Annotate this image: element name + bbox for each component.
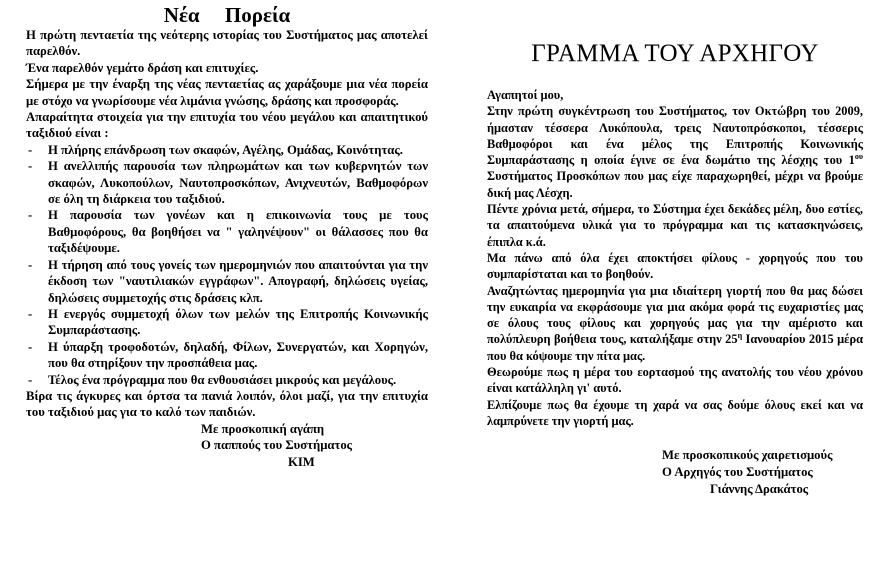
- intro-paragraph: Η πρώτη πενταετία της νεότερης ιστορίας του Συστήματος μας αποτελεί παρελθόν.: [26, 28, 428, 59]
- list-item: - Η ενεργός συμμετοχή όλων των μελών της Επιτροπής Κοινωνικής Συμπαράστασης.: [26, 306, 428, 339]
- right-signature: [487, 447, 863, 498]
- intro-paragraph: Σήμερα με την έναρξη της νέας πενταετίας ας χαράξουμε μια νέα πορεία με στόχο να γνωρίσουμε νέα λιμάνια γνώσης, δράσης και προσφοράς.: [26, 77, 428, 108]
- right-title: ΓΡΑΜΜΑ ΤΟΥ ΑΡΧΗΓΟΥ: [531, 40, 819, 67]
- letter-paragraph: Πέντε χρόνια μετά, σήμερα, το Σύστημα έχει δεκάδες μέλη, δυο εστίες, τα απαιτούμενα υλικά για το πρόγραμμα και τις κατασκηνώσεις, έπιπλα κ.ά.: [487, 202, 863, 249]
- intro-paragraph: Ένα παρελθόν γεμάτο δράση και επιτυχίες.: [26, 60, 259, 75]
- right-signature-greeting: Με προσκοπικούς χαιρετισμούς: [662, 448, 833, 463]
- superscript: η: [737, 331, 743, 341]
- paragraph-text: Ιανουαρίου 2015 μέρα που θα κόψουμε την πίτα μας.: [487, 332, 863, 363]
- superscript: ου: [854, 152, 863, 162]
- right-signature-name: Γιάννης Δρακάτος: [710, 482, 809, 497]
- left-column: [26, 0, 428, 470]
- left-signature-name: ΚΙΜ: [288, 454, 315, 469]
- list-item: - Η ύπαρξη τροφοδοτών, δηλαδή, Φίλων, Συνεργατών, και Χορηγών, που θα στηρίξουν την προσπάθεια μας.: [26, 339, 428, 372]
- list-item: - Η πλήρης επάνδρωση των σκαφών, Αγέλης, Ομάδας, Κοινότητας.: [26, 142, 428, 158]
- closing-paragraph: Βίρα τις άγκυρες και όρτσα τα πανιά λοιπόν, όλοι μαζί, για την επιτυχία του ταξιδιού μας για το καλό των παιδιών.: [26, 388, 428, 420]
- paragraph-text: Στην πρώτη συγκέντρωση του Συστήματος, τον Οκτώβρη του 2009, ήμασταν τέσσερα Λυκόπουλα, τρεις Ναυτοπρόσκοποι, τέσσερις Βαθμοφόροι και ένα μέλος της Επιτροπής Κοινωνικής Συμπαράστασης η οποία έγινε σε ένα δωμάτιο της λέσχης του 1: [487, 104, 863, 168]
- left-signature-role: Ο παππούς του Συστήματος: [201, 438, 353, 453]
- list-item: - Η ανελλιπής παρουσία των πληρωμάτων και των κυβερνητών των σκαφών, Λυκοπούλων, Ναυτοπροσκόπων, Ανιχνευτών, Βαθμοφόρων σε όλη τη διάρκεια του ταξιδιού.: [26, 158, 428, 207]
- left-title: Νέα Πορεία: [163, 3, 291, 27]
- requirements-list: [26, 142, 428, 388]
- paragraph-text: Συστήματος Προσκόπων που μας είχε παραχωρηθεί, μέχρι να βρούμε δική μας Λέσχη.: [487, 169, 863, 200]
- letter-paragraph: [487, 103, 863, 201]
- paragraph-text: Αναζητώντας ημερομηνία για μια ιδιαίτερη γιορτή που θα μας δώσει την ευκαιρία να εκφράσουμε για μια ακόμα φορά τις ευχαριστίες μας σε όλους τους φίλους και χορηγούς μας για την αμέριστο και πολύπλευρη βοήθεια τους, καταλήξαμε στην 25: [487, 283, 863, 347]
- intro-paragraph: Απαραίτητα στοιχεία για την επιτυχία του νέου μεγάλου και απαιτητικού ταξιδιού είναι :: [26, 110, 428, 141]
- letter-paragraph: Ελπίζουμε πως θα έχουμε τη χαρά να σας δούμε όλους εκεί και να λαμπρύνετε την γιορτή μας.: [487, 397, 863, 428]
- right-column: [487, 0, 863, 498]
- left-signature-greeting: Με προσκοπική αγάπη: [201, 421, 325, 436]
- letter-paragraph: Μα πάνω από όλα έχει αποκτήσει φίλους - χορηγούς που του συμπαρίσταται και το βοηθούν.: [487, 250, 863, 282]
- list-item: - Τέλος ένα πρόγραμμα που θα ενθουσιάσει μικρούς και μεγάλους.: [26, 372, 428, 388]
- letter-paragraph: [487, 283, 863, 364]
- letter-paragraph: Θεωρούμε πως η μέρα του εορτασμού της ανατολής του νέου χρόνου είναι κατάλληλη γι' αυτό.: [487, 365, 863, 396]
- letter-greeting: Αγαπητοί μου,: [487, 88, 564, 102]
- list-item: - Η τήρηση από τους γονείς των ημερομηνιών που απαιτούνται για την έκδοση των "ναυτιλιακών εγγράφων". Απογραφή, δηλώσεις υγείας, δηλώσεις συμμετοχής στις δράσεις κλπ.: [26, 257, 428, 306]
- list-item: - Η παρουσία των γονέων και η επικοινωνία τους με τους Βαθμοφόρους, θα βοηθήσει να " γαληνέψουν" οι θάλασσες που θα ταξιδέψουμε.: [26, 207, 428, 256]
- right-signature-role: Ο Αρχηγός του Συστήματος: [662, 465, 813, 480]
